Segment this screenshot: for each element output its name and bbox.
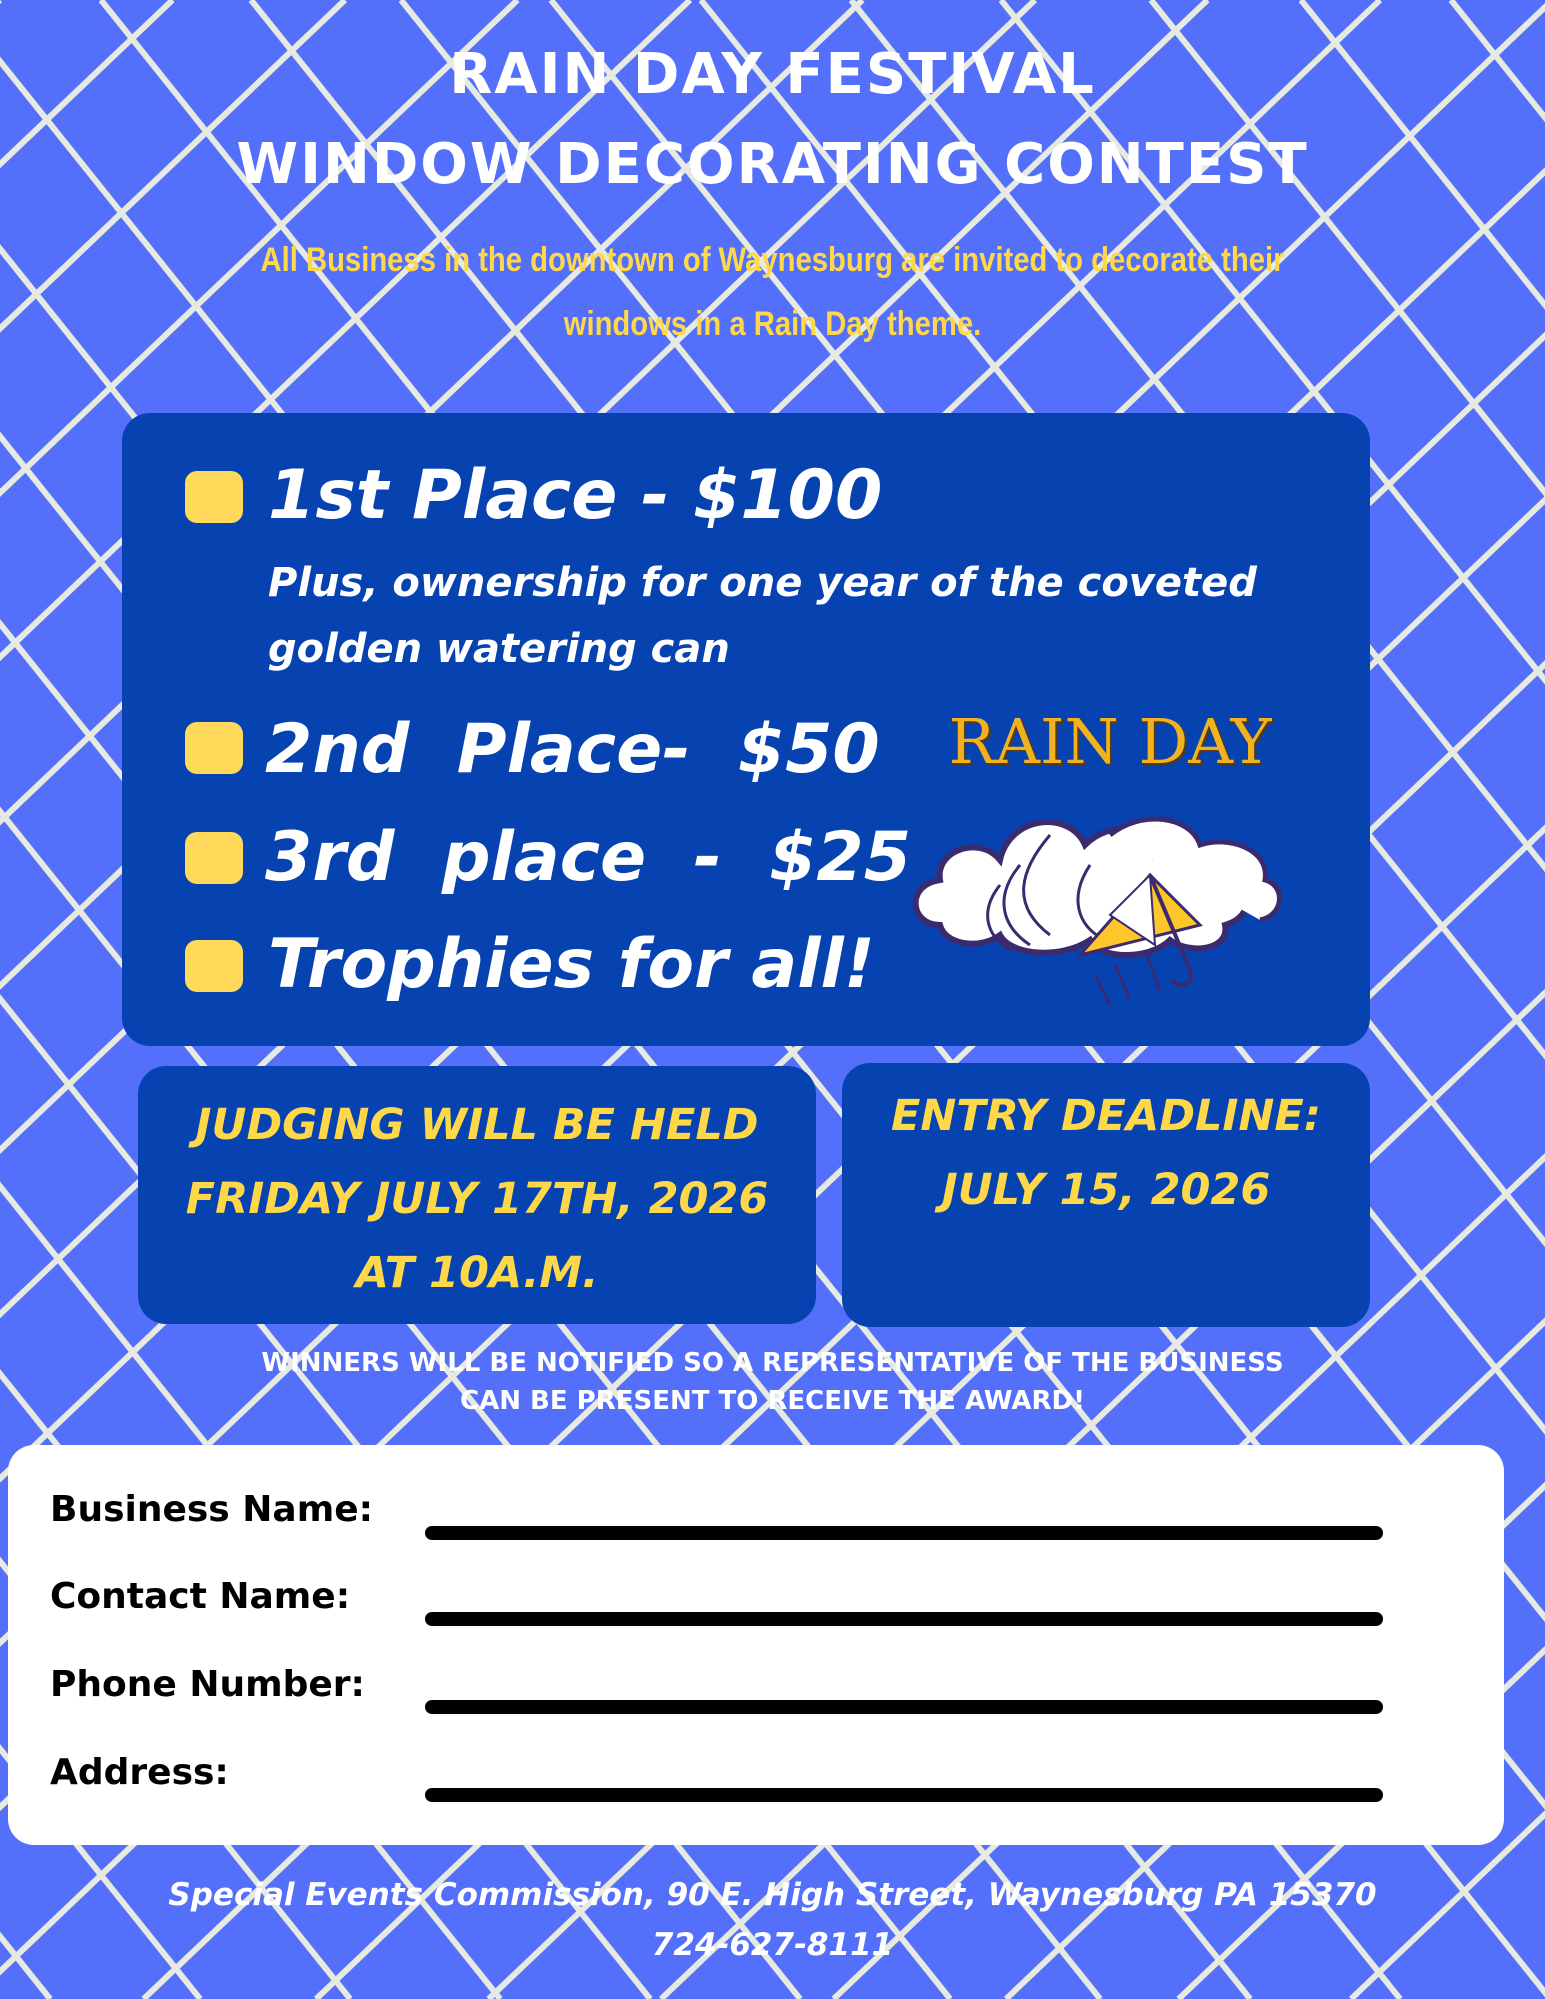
title-line-2: WINDOW DECORATING CONTEST — [236, 132, 1309, 197]
logo-text: RAIN DAY — [948, 705, 1272, 778]
bullet-icon — [185, 832, 243, 884]
prize-trophies-label: Trophies for all! — [268, 925, 875, 1004]
prize-first-detail: Plus, ownership for one year of the coveted golden watering can — [268, 560, 1257, 672]
business-name-field[interactable] — [425, 1526, 1383, 1540]
title-line-1: RAIN DAY FESTIVAL — [449, 42, 1096, 107]
footer-address: Special Events Commission, 90 E. High Street, Waynesburg PA 15370 — [168, 1877, 1377, 1913]
phone-number-field[interactable] — [425, 1700, 1383, 1714]
rain-day-logo — [900, 705, 1320, 1015]
contact-name-label: Contact Name: — [50, 1576, 351, 1617]
winners-notice: WINNERS WILL BE NOTIFIED SO A REPRESENTATIVE OF THE BUSINESS CAN BE PRESENT TO RECEIVE THE AWARD! — [261, 1348, 1284, 1416]
intro-text: All Business in the downtown of Waynesburg are invited to decorate their windows in a Rain Day theme. — [260, 241, 1285, 343]
address-label: Address: — [50, 1752, 229, 1793]
address-field[interactable] — [425, 1788, 1383, 1802]
bullet-icon — [185, 471, 243, 523]
prize-first-label: 1st Place - $100 — [268, 456, 883, 535]
bullet-icon — [185, 722, 243, 774]
prize-second-label: 2nd Place- $50 — [265, 710, 880, 789]
footer-phone: 724-627-8111 — [651, 1927, 894, 1963]
deadline-text: ENTRY DEADLINE: JULY 15, 2026 — [891, 1091, 1321, 1215]
judging-text: JUDGING WILL BE HELD FRIDAY JULY 17TH, 2026 AT 10A.M. — [185, 1100, 769, 1298]
bullet-icon — [185, 940, 243, 992]
prize-third-label: 3rd place - $25 — [265, 818, 912, 897]
rain-cloud-umbrella-icon — [900, 775, 1320, 1015]
business-name-label: Business Name: — [50, 1489, 374, 1530]
contact-name-field[interactable] — [425, 1612, 1383, 1626]
phone-number-label: Phone Number: — [50, 1664, 365, 1705]
